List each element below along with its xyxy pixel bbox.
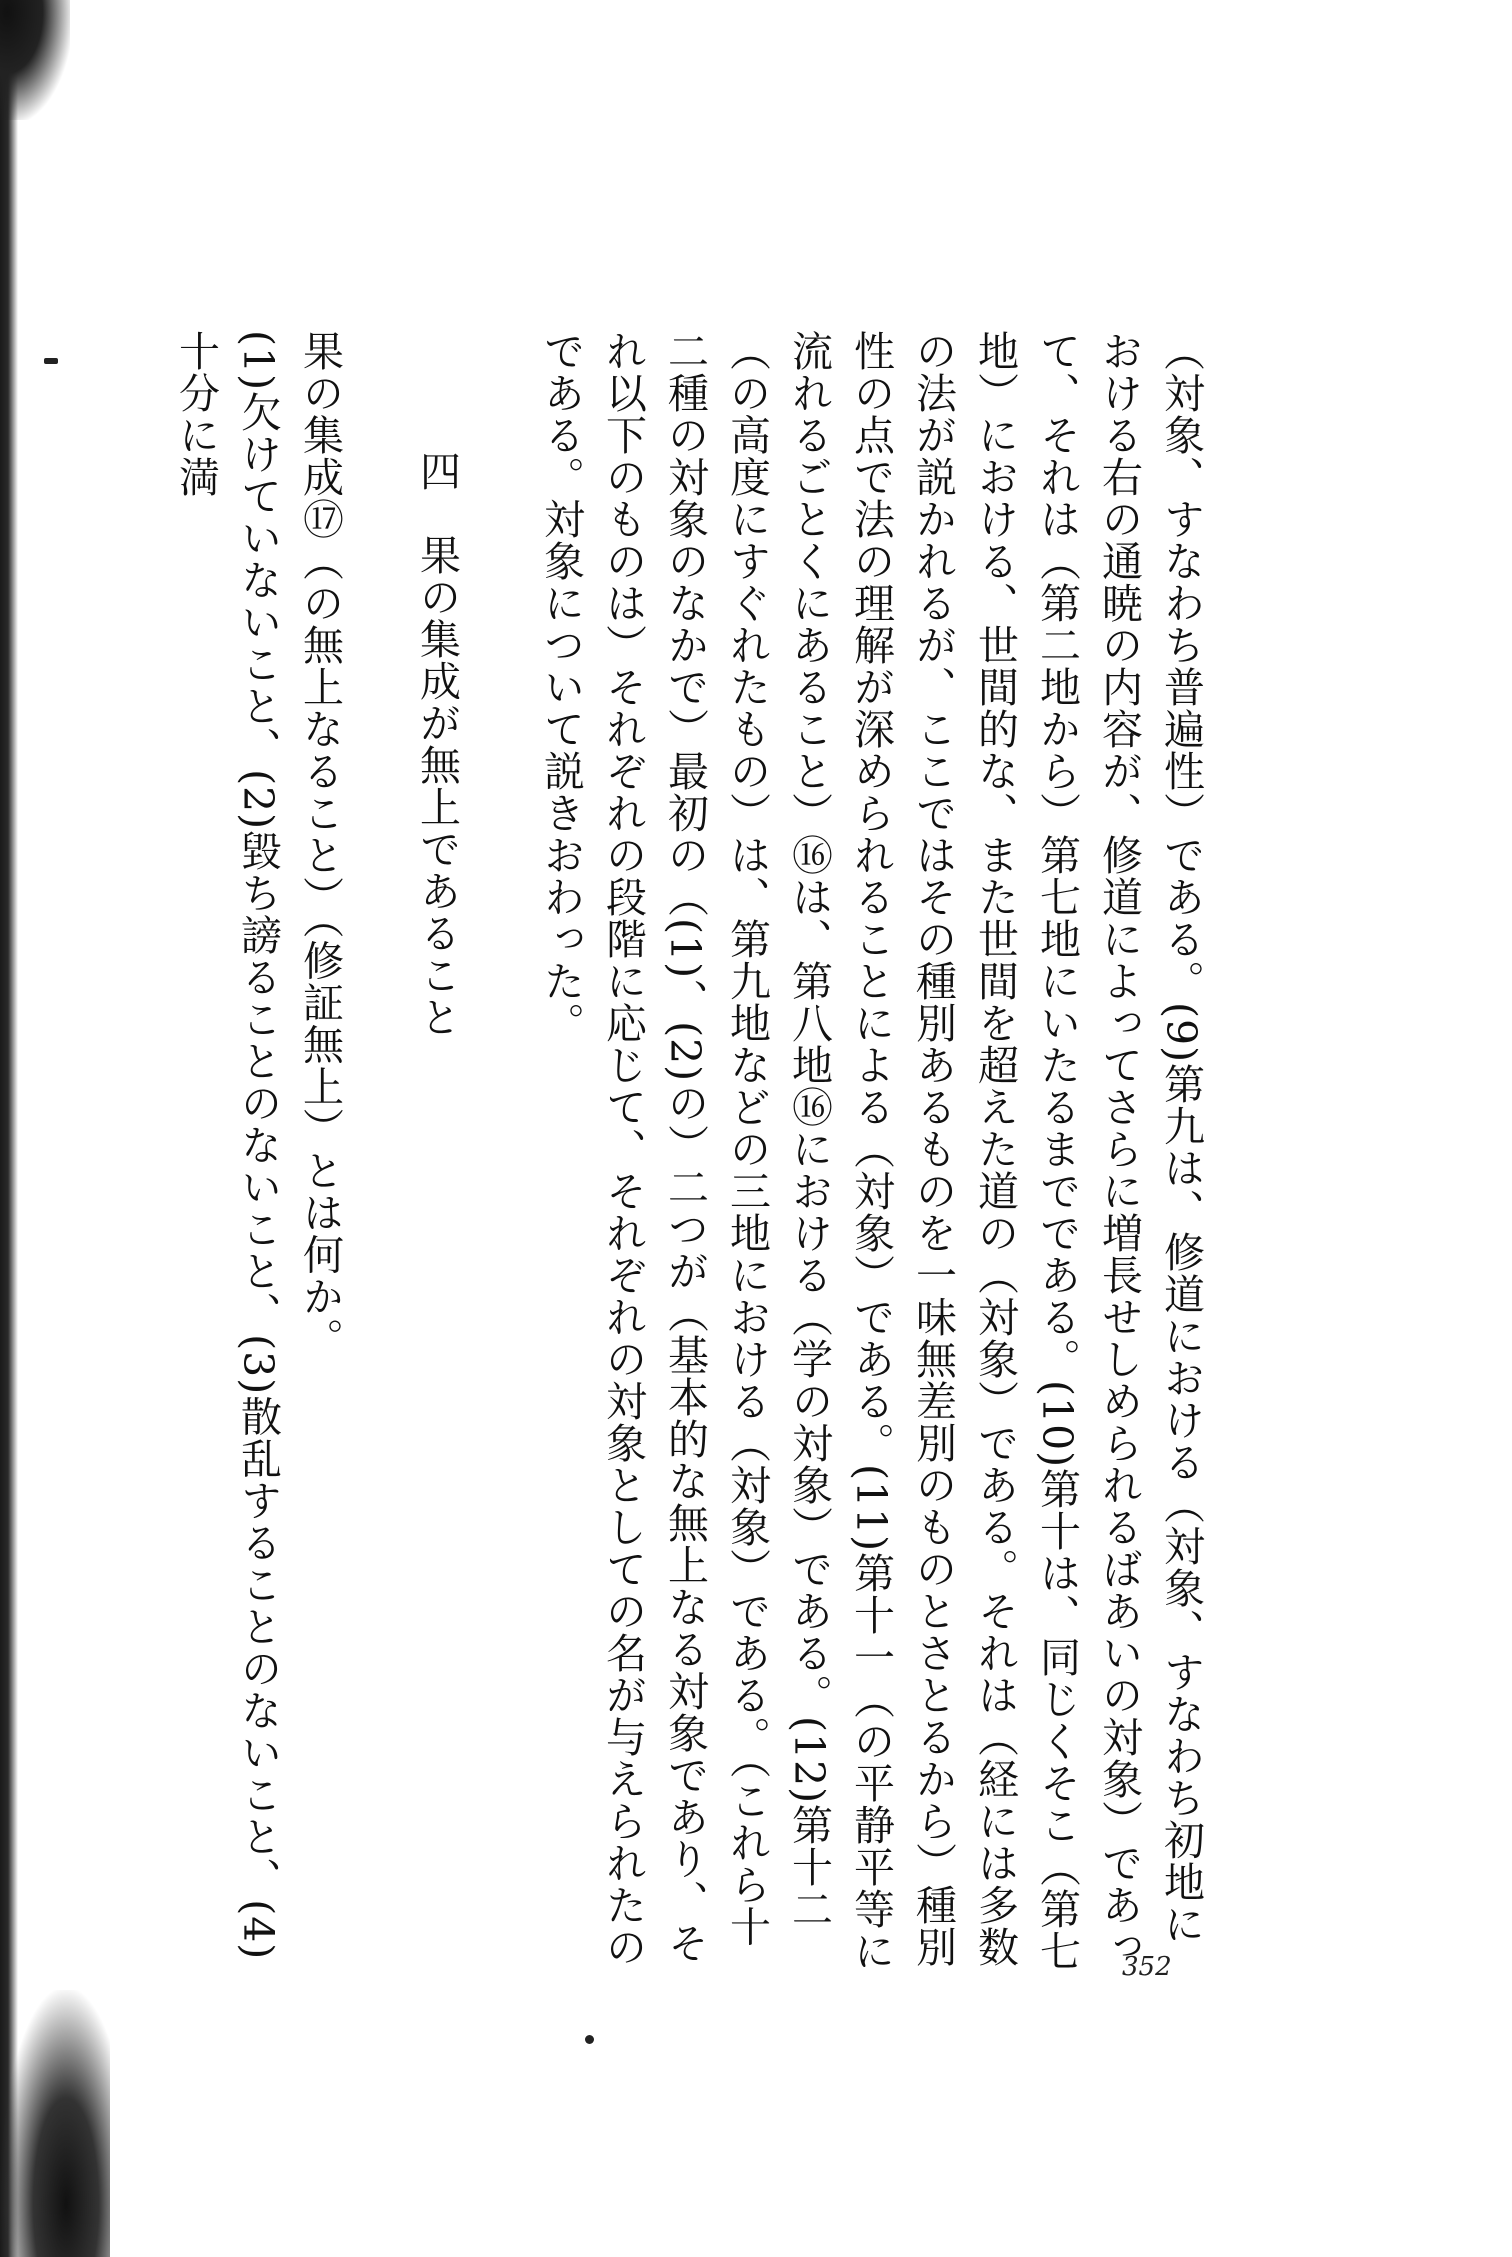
vertical-text-block: [165, 330, 1212, 1980]
scan-artifact-top: [0, 0, 70, 120]
body-paragraph: （対象、すなわち普遍性）である。(9)第九は、修道における（対象、すなわち初地における右の通暁の内容が、修道によってさらに増長せしめられるばあいの対象）であって、それは（第二地から）第七地にいたるまでである。(10)第十は、同じくそこ（第七地）における、世間的な、また世間を超えた道の（対象）である。それは（経には多数の法が説かれるが、ここではその種別あるものを一味無差別のものとさとるから）種別性の点で法の理解が深められることによる（対象）である。(11)第十一（の平静平等に流れるごとくにあること）⑯は、第八地⑯における（学の対象）である。(12)第十二（の高度にすぐれたもの）は、第九地などの三地における（対象）である。（これら十二種の対象のなかで）最初の（(1)、(2)の）二つが（基本的な無上なる対象であり、それ以下のものは）それぞれの段階に応じて、それぞれの対象としての名が与えられたのである。対象について説きおわった。: [537, 330, 1205, 1973]
scan-edge-shadow: [0, 0, 40, 2257]
section-heading: 四 果の集成が無上であること: [413, 450, 461, 1038]
list-paragraph: (1)欠けていないこと、(2)毀ち謗ることのないこと、(3)散乱することのないこと、(4)十分に満: [172, 330, 282, 1961]
scan-artifact-bottom: [0, 1990, 110, 2257]
ink-speck: [585, 2035, 594, 2044]
scan-mark: [44, 358, 58, 364]
page-number: 352: [1122, 1952, 1172, 1982]
question-paragraph: 果の集成⑰（の無上なること）（修証無上）とは何か。: [296, 330, 344, 1360]
